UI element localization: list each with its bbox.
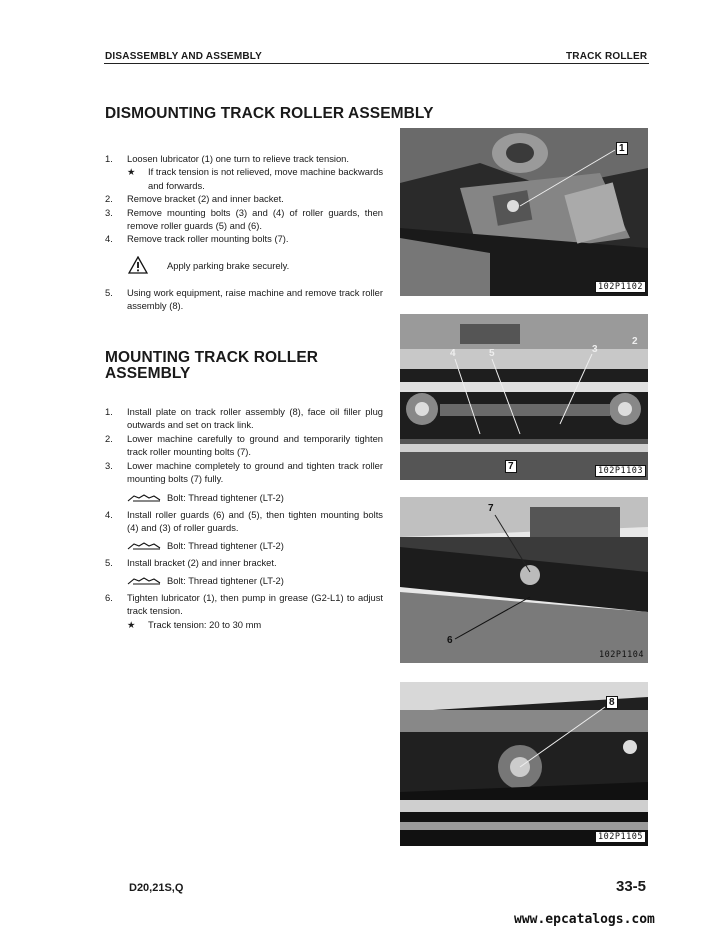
page-number: 33-5 [616,878,647,895]
list-item: 1. Loosen lubricator (1) one turn to relieve track tension. [105,153,349,164]
list-item: 4. Install roller guards (6) and (5), then tighten mounting bolts (4) and (3) of roller guards. [105,509,383,534]
warning-text: Apply parking brake securely. [167,260,290,271]
list-item: 5. Install bracket (2) and inner bracket. [105,557,277,568]
list-item: 3. Remove mounting bolts (3) and (4) of roller guards, then remove roller guards (5) and (6). [105,206,383,232]
topic-header: TRACK ROLLER [566,51,648,62]
list-item: 4. Remove track roller mounting bolts (7). [105,233,289,245]
bolt-note: Bolt: Thread tightener (LT-2) [167,492,284,503]
watermark-url[interactable]: www.epcatalogs.com [514,912,655,927]
model-code: D20,21S,Q [129,882,184,894]
dismount-steps [105,152,383,246]
mount-steps [105,405,383,485]
photo-id: 102P1102 [595,281,646,293]
callout-4: 4 [450,348,456,359]
thread-tightener-icon [127,493,161,503]
list-item: 2. Remove bracket (2) and inner backet. [105,193,284,205]
callout-3: 3 [592,344,598,355]
photo-lubricator [400,128,648,296]
photo-id: 102P1105 [595,831,646,843]
photo-roller-guards [400,314,648,480]
callout-8: 8 [606,696,618,709]
callout-7: 7 [488,503,494,514]
callout-7: 7 [505,460,517,473]
warning-icon [128,256,148,274]
callout-2: 2 [632,336,638,347]
mount-step-6 [105,591,383,631]
bolt-note: Bolt: Thread tightener (LT-2) [167,540,284,551]
photo-track-roller [400,682,648,846]
callout-6: 6 [447,635,453,646]
header-rule [104,63,649,64]
list-item: 3. Lower machine completely to ground and tighten track roller mounting bolts (7) fully. [105,459,383,485]
list-item: 2. Lower machine carefully to ground and temporarily tighten track roller mounting bolts (7). [105,432,383,458]
callout-1: 1 [616,142,628,155]
bolt-note: Bolt: Thread tightener (LT-2) [167,575,284,586]
list-item: 6. Tighten lubricator (1), then pump in grease (G2-L1) to adjust track tension. [105,592,383,617]
photo-id: 102P1103 [595,465,646,477]
thread-tightener-icon [127,541,161,551]
photo-track-link [400,497,648,663]
list-item: 1. Install plate on track roller assembly (8), face oil filler plug outwards and set on track link. [105,406,383,431]
list-item: 5. Using work equipment, raise machine and remove track roller assembly (8). [105,287,383,312]
photo-id: 102P1104 [599,650,644,660]
list-item: ★ If track tension is not relieved, move machine backwards and forwards. [127,166,384,191]
section-header: DISASSEMBLY AND ASSEMBLY [105,51,263,62]
callout-5: 5 [489,348,495,359]
mount-title: MOUNTING TRACK ROLLER ASSEMBLY [105,349,319,382]
thread-tightener-icon [127,576,161,586]
dismount-title: DISMOUNTING TRACK ROLLER ASSEMBLY [105,105,434,122]
list-item: ★ Track tension: 20 to 30 mm [127,618,262,630]
